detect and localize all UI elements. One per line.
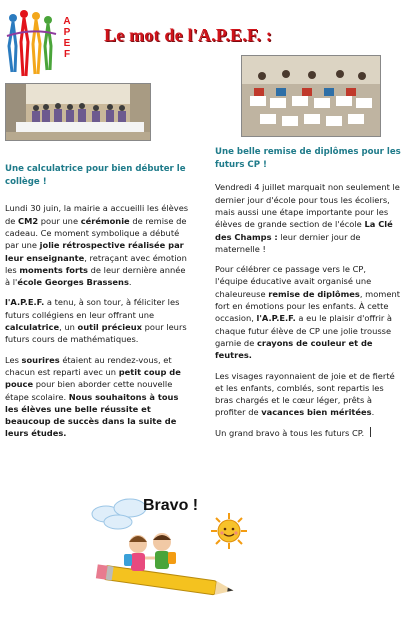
- right-article-paragraph: [215, 370, 401, 419]
- body-text: pour une: [38, 215, 81, 226]
- award-ceremony-photo: [5, 83, 151, 141]
- logo-letter: E: [63, 38, 71, 49]
- body-text: Un grand bravo à tous les futurs CP.: [215, 427, 365, 438]
- bravo-label: Bravo !: [143, 497, 199, 514]
- body-text: a tenu, à son tour, à féliciter les futurs collégiens en leur offrant une: [5, 297, 180, 320]
- left-article-paragraph: [5, 296, 191, 345]
- body-text: leur dernier jour de maternelle !: [215, 231, 361, 254]
- logo-letter: P: [63, 27, 71, 38]
- left-article: [5, 163, 191, 448]
- body-text: .: [371, 407, 375, 418]
- left-article-paragraph: [5, 354, 191, 440]
- body-text: pour leurs futurs cours de mathématiques.: [5, 322, 187, 345]
- right-article: [215, 146, 401, 447]
- body-text: , moment fort en émotions pour les enfants. À cette occasion,: [215, 288, 400, 324]
- text-cursor: [370, 427, 371, 437]
- body-text: .: [128, 277, 132, 288]
- emphasis-text: remise de diplômes: [268, 288, 360, 299]
- emphasis-text: CM2: [18, 215, 39, 226]
- emphasis-text: Nous souhaitons à tous les élèves une belle réussite et beaucoup de succès dans la suite de leurs études.: [5, 391, 179, 439]
- left-article-heading: Une calculatrice pour bien débuter le collège !: [5, 164, 186, 188]
- body-text: Pour célébrer ce passage vers le CP, l'équipe éducative avait organisé une chaleureuse: [215, 264, 372, 299]
- emphasis-text: sourires: [21, 354, 60, 365]
- emphasis-text: calculatrice: [5, 322, 60, 333]
- left-article-paragraph: [5, 202, 191, 288]
- body-text: de leur dernière année à l': [5, 264, 186, 288]
- body-text: Lundi 30 juin, la mairie a accueilli les élèves de: [5, 203, 189, 226]
- body-text: a eu le plaisir d'offrir à chaque futur élève de CP une jolie trousse garnie de: [215, 313, 393, 348]
- emphasis-text: outil précieux: [77, 322, 142, 333]
- emphasis-text: jolie rétrospective réalisée par leur enseignante: [5, 240, 184, 263]
- body-text: pour bien aborder cette nouvelle étape scolaire.: [5, 379, 173, 402]
- emphasis-text: l'A.P.E.F.: [5, 297, 45, 308]
- emphasis-text: école Georges Brassens: [17, 277, 129, 288]
- emphasis-text: La Clé des Champs :: [215, 219, 393, 242]
- page-title: Le mot de l'A.P.E.F. :: [104, 25, 273, 45]
- closing-line: [215, 428, 364, 438]
- emphasis-text: moments forts: [19, 264, 88, 275]
- emphasis-text: cérémonie: [80, 215, 130, 226]
- emphasis-text: vacances bien méritées: [261, 407, 372, 418]
- group-photo-diplomas: [241, 55, 381, 137]
- emphasis-text: crayons de couleur et de feutres.: [215, 337, 373, 361]
- body-text: étaient au rendez-vous, et chacun est reparti avec un: [5, 354, 172, 377]
- apef-logo: [4, 6, 72, 82]
- body-text: , un: [59, 322, 78, 333]
- sun-icon: [210, 512, 248, 550]
- body-text: Les: [5, 354, 22, 365]
- right-article-paragraph: [215, 181, 401, 255]
- right-article-paragraph: [215, 263, 401, 361]
- logo-letter: F: [63, 49, 71, 60]
- body-text: Vendredi 4 juillet marquait non seulement le dernier jour d'école pour tous les écoliers, mais aussi une étape importante pour les élèves de grande section de l'école: [215, 182, 400, 230]
- right-article-heading: Une belle remise de diplômes pour les futurs CP !: [215, 147, 401, 171]
- body-text: Les visages rayonnaient de joie et de fierté et les enfants, comblés, sont repartis les bras chargés et le cœur léger, prêts à profiter de: [215, 370, 395, 418]
- right-article-paragraph: [215, 427, 401, 439]
- logo-letter: A: [63, 16, 71, 27]
- emphasis-text: l'A.P.E.F.: [256, 313, 296, 324]
- body-text: de remise de cadeau. Ce moment symbolique a débuté par une: [5, 215, 187, 251]
- logo-letters: [61, 16, 73, 60]
- body-text: , retraçant avec émotion les: [5, 252, 187, 275]
- emphasis-text: petit coup de pouce: [5, 366, 181, 390]
